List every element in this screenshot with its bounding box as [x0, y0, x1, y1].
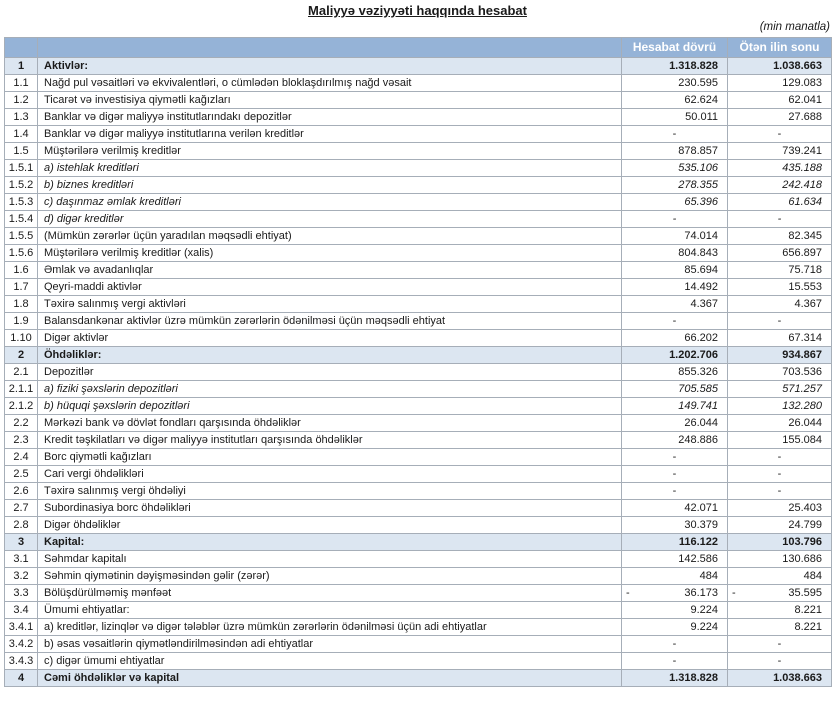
- row-number-cell: 1.6: [5, 262, 38, 279]
- previous-year-value: -: [728, 211, 832, 228]
- current-period-value: 1.318.828: [622, 670, 728, 687]
- row-label-cell: Əmlak və avadanlıqlar: [38, 262, 622, 279]
- current-period-value: 85.694: [622, 262, 728, 279]
- row-label-cell: Ticarət və investisiya qiymətli kağızları: [38, 92, 622, 109]
- table-row: [5, 364, 832, 381]
- current-period-value: 248.886: [622, 432, 728, 449]
- table-row: [5, 483, 832, 500]
- row-number-cell: 2.7: [5, 500, 38, 517]
- previous-year-value: 1.038.663: [728, 58, 832, 75]
- row-label-cell: Borc qiymətli kağızları: [38, 449, 622, 466]
- row-number-cell: 1.8: [5, 296, 38, 313]
- current-period-value: 30.379: [622, 517, 728, 534]
- row-number-cell: 2.1: [5, 364, 38, 381]
- previous-year-value: 484: [728, 568, 832, 585]
- current-period-value: 65.396: [622, 194, 728, 211]
- row-number-cell: 1.4: [5, 126, 38, 143]
- row-label-cell: d) digər kreditlər: [38, 211, 622, 228]
- row-label-cell: Kapital:: [38, 534, 622, 551]
- table-row: [5, 585, 832, 602]
- current-period-value: -: [622, 483, 728, 500]
- current-period-value: 230.595: [622, 75, 728, 92]
- row-number-cell: 2.8: [5, 517, 38, 534]
- previous-year-value: -: [728, 126, 832, 143]
- current-period-value: 4.367: [622, 296, 728, 313]
- current-period-value: 116.122: [622, 534, 728, 551]
- table-row: [5, 75, 832, 92]
- current-period-value: 9.224: [622, 619, 728, 636]
- row-label-cell: Aktivlər:: [38, 58, 622, 75]
- row-number-cell: 2.1.2: [5, 398, 38, 415]
- row-label-cell: a) kreditlər, lizinqlər və digər tələblər üzrə mümkün zərərlərin ödənilməsi üçün adi ehtiyatlar: [38, 619, 622, 636]
- table-row: [5, 330, 832, 347]
- table-row: [5, 534, 832, 551]
- header-previous-year: Ötən ilin sonu: [728, 38, 832, 58]
- row-number-cell: 3.4.1: [5, 619, 38, 636]
- row-label-cell: Cari vergi öhdəlikləri: [38, 466, 622, 483]
- row-number-cell: 3: [5, 534, 38, 551]
- row-label-cell: Təxirə salınmış vergi aktivləri: [38, 296, 622, 313]
- previous-year-value: 24.799: [728, 517, 832, 534]
- row-number-cell: 3.4.2: [5, 636, 38, 653]
- previous-year-value: 67.314: [728, 330, 832, 347]
- current-period-value: 484: [622, 568, 728, 585]
- current-period-value: 1.202.706: [622, 347, 728, 364]
- row-label-cell: Banklar və digər maliyyə institutlarına verilən kreditlər: [38, 126, 622, 143]
- row-label-cell: Digər aktivlər: [38, 330, 622, 347]
- row-number-cell: 2.3: [5, 432, 38, 449]
- row-number-cell: 4: [5, 670, 38, 687]
- previous-year-value: 703.536: [728, 364, 832, 381]
- previous-year-value: 155.084: [728, 432, 832, 449]
- table-row: [5, 296, 832, 313]
- table-row: [5, 551, 832, 568]
- current-period-value: 804.843: [622, 245, 728, 262]
- current-period-value: 1.318.828: [622, 58, 728, 75]
- table-row: [5, 415, 832, 432]
- current-period-value: 142.586: [622, 551, 728, 568]
- row-number-cell: 3.1: [5, 551, 38, 568]
- table-row: [5, 636, 832, 653]
- previous-year-value: -: [728, 483, 832, 500]
- row-number-cell: 1.5.1: [5, 160, 38, 177]
- table-row: [5, 398, 832, 415]
- table-row: [5, 347, 832, 364]
- row-number-cell: 3.4.3: [5, 653, 38, 670]
- row-label-cell: Qeyri-maddi aktivlər: [38, 279, 622, 296]
- negative-sign: -: [732, 587, 736, 599]
- current-period-value: - 36.173: [622, 585, 728, 602]
- row-label-cell: Təxirə salınmış vergi öhdəliyi: [38, 483, 622, 500]
- previous-year-value: 15.553: [728, 279, 832, 296]
- row-number-cell: 2.5: [5, 466, 38, 483]
- row-label-cell: Səhmdar kapitalı: [38, 551, 622, 568]
- row-number-cell: 2.2: [5, 415, 38, 432]
- previous-year-value: 82.345: [728, 228, 832, 245]
- table-row: [5, 109, 832, 126]
- row-number-cell: 2: [5, 347, 38, 364]
- row-label-cell: c) digər ümumi ehtiyatlar: [38, 653, 622, 670]
- table-row: [5, 194, 832, 211]
- previous-year-value: 25.403: [728, 500, 832, 517]
- row-label-cell: (Mümkün zərərlər üçün yaradılan məqsədli ehtiyat): [38, 228, 622, 245]
- row-label-cell: Ümumi ehtiyatlar:: [38, 602, 622, 619]
- table-row: [5, 279, 832, 296]
- row-label-cell: Kredit təşkilatları və digər maliyyə institutları qarşısında öhdəliklər: [38, 432, 622, 449]
- previous-year-value: 62.041: [728, 92, 832, 109]
- row-number-cell: 1: [5, 58, 38, 75]
- previous-year-value: 130.686: [728, 551, 832, 568]
- row-label-cell: b) əsas vəsaitlərin qiymətləndirilməsindən adi ehtiyatlar: [38, 636, 622, 653]
- row-label-cell: Müştərilərə verilmiş kreditlər (xalis): [38, 245, 622, 262]
- previous-year-value: 129.083: [728, 75, 832, 92]
- page-title: Maliyyə vəziyyəti haqqında hesabat: [308, 3, 527, 18]
- row-number-cell: 1.9: [5, 313, 38, 330]
- previous-year-value: 435.188: [728, 160, 832, 177]
- row-number-cell: 2.6: [5, 483, 38, 500]
- row-label-cell: Digər öhdəliklər: [38, 517, 622, 534]
- row-label-cell: Səhmin qiymətinin dəyişməsindən gəlir (zərər): [38, 568, 622, 585]
- table-body: [5, 58, 832, 687]
- table-row: [5, 262, 832, 279]
- table-row: [5, 466, 832, 483]
- current-period-value: -: [622, 211, 728, 228]
- header-number-cell: [5, 38, 38, 58]
- row-label-cell: c) daşınmaz əmlak kreditləri: [38, 194, 622, 211]
- previous-year-value: 27.688: [728, 109, 832, 126]
- current-period-value: 42.071: [622, 500, 728, 517]
- header-current-period: Hesabat dövrü: [622, 38, 728, 58]
- row-label-cell: Balansdankənar aktivlər üzrə mümkün zərərlərin ödənilməsi üçün məqsədli ehtiyat: [38, 313, 622, 330]
- current-period-value: 50.011: [622, 109, 728, 126]
- previous-year-value: -: [728, 449, 832, 466]
- current-period-value: 62.624: [622, 92, 728, 109]
- previous-year-value: 61.634: [728, 194, 832, 211]
- previous-year-value: -: [728, 313, 832, 330]
- current-period-value: -: [622, 636, 728, 653]
- table-row: [5, 670, 832, 687]
- unit-note: (min manatla): [759, 21, 830, 33]
- row-label-cell: b) hüquqi şəxslərin depozitləri: [38, 398, 622, 415]
- table-row: [5, 177, 832, 194]
- current-period-value: -: [622, 653, 728, 670]
- row-label-cell: Müştərilərə verilmiş kreditlər: [38, 143, 622, 160]
- row-number-cell: 1.3: [5, 109, 38, 126]
- table-row: [5, 517, 832, 534]
- row-number-cell: 2.1.1: [5, 381, 38, 398]
- previous-year-value: 8.221: [728, 619, 832, 636]
- row-label-cell: Subordinasiya borc öhdəlikləri: [38, 500, 622, 517]
- financial-statement-table: [4, 37, 832, 687]
- current-period-value: -: [622, 313, 728, 330]
- current-period-value: 9.224: [622, 602, 728, 619]
- table-row: [5, 602, 832, 619]
- row-label-cell: Bölüşdürülməmiş mənfəət: [38, 585, 622, 602]
- current-period-value: -: [622, 126, 728, 143]
- table-row: [5, 143, 832, 160]
- row-number-cell: 1.5.2: [5, 177, 38, 194]
- current-period-value: 26.044: [622, 415, 728, 432]
- header-label-cell: [38, 38, 622, 58]
- table-row: [5, 160, 832, 177]
- table-row: [5, 653, 832, 670]
- table-row: [5, 126, 832, 143]
- row-label-cell: Nağd pul vəsaitləri və ekvivalentləri, o cümlədən bloklaşdırılmış nağd vəsait: [38, 75, 622, 92]
- current-period-value: 74.014: [622, 228, 728, 245]
- row-number-cell: 1.5: [5, 143, 38, 160]
- previous-year-value: 242.418: [728, 177, 832, 194]
- current-period-value: 855.326: [622, 364, 728, 381]
- row-label-cell: Banklar və digər maliyyə institutlarındakı depozitlər: [38, 109, 622, 126]
- table-header-row: [5, 38, 832, 58]
- previous-year-value: 4.367: [728, 296, 832, 313]
- row-number-cell: 1.10: [5, 330, 38, 347]
- row-label-cell: Öhdəliklər:: [38, 347, 622, 364]
- current-period-value: 705.585: [622, 381, 728, 398]
- previous-year-value: 571.257: [728, 381, 832, 398]
- row-label-cell: b) biznes kreditləri: [38, 177, 622, 194]
- previous-year-value: 26.044: [728, 415, 832, 432]
- row-label-cell: Depozitlər: [38, 364, 622, 381]
- table-row: [5, 619, 832, 636]
- row-number-cell: 1.5.4: [5, 211, 38, 228]
- previous-year-value: 1.038.663: [728, 670, 832, 687]
- table-row: [5, 245, 832, 262]
- table-row: [5, 432, 832, 449]
- previous-year-value: -: [728, 636, 832, 653]
- current-period-value: 278.355: [622, 177, 728, 194]
- table-row: [5, 58, 832, 75]
- table-row: [5, 449, 832, 466]
- previous-year-value: 75.718: [728, 262, 832, 279]
- table-row: [5, 313, 832, 330]
- current-period-value: 66.202: [622, 330, 728, 347]
- current-period-value: 878.857: [622, 143, 728, 160]
- table-row: [5, 568, 832, 585]
- row-number-cell: 1.7: [5, 279, 38, 296]
- negative-sign: -: [626, 587, 630, 599]
- previous-year-value: - 35.595: [728, 585, 832, 602]
- row-label-cell: Mərkəzi bank və dövlət fondları qarşısında öhdəliklər: [38, 415, 622, 432]
- row-number-cell: 3.4: [5, 602, 38, 619]
- previous-year-value: -: [728, 466, 832, 483]
- row-number-cell: 3.3: [5, 585, 38, 602]
- row-number-cell: 1.5.6: [5, 245, 38, 262]
- row-label-cell: Cəmi öhdəliklər və kapital: [38, 670, 622, 687]
- table-row: [5, 211, 832, 228]
- current-period-value: -: [622, 466, 728, 483]
- row-number-cell: 2.4: [5, 449, 38, 466]
- table-row: [5, 228, 832, 245]
- row-number-cell: 1.2: [5, 92, 38, 109]
- previous-year-value: 739.241: [728, 143, 832, 160]
- current-period-value: 535.106: [622, 160, 728, 177]
- previous-year-value: 934.867: [728, 347, 832, 364]
- previous-year-value: -: [728, 653, 832, 670]
- previous-year-value: 656.897: [728, 245, 832, 262]
- previous-year-value: 8.221: [728, 602, 832, 619]
- table-row: [5, 92, 832, 109]
- table-row: [5, 381, 832, 398]
- current-period-value: -: [622, 449, 728, 466]
- row-number-cell: 1.1: [5, 75, 38, 92]
- row-number-cell: 3.2: [5, 568, 38, 585]
- current-period-value: 149.741: [622, 398, 728, 415]
- previous-year-value: 103.796: [728, 534, 832, 551]
- table-row: [5, 500, 832, 517]
- row-label-cell: a) istehlak kreditləri: [38, 160, 622, 177]
- previous-year-value: 132.280: [728, 398, 832, 415]
- current-period-value: 14.492: [622, 279, 728, 296]
- row-label-cell: a) fiziki şəxslərin depozitləri: [38, 381, 622, 398]
- row-number-cell: 1.5.5: [5, 228, 38, 245]
- row-number-cell: 1.5.3: [5, 194, 38, 211]
